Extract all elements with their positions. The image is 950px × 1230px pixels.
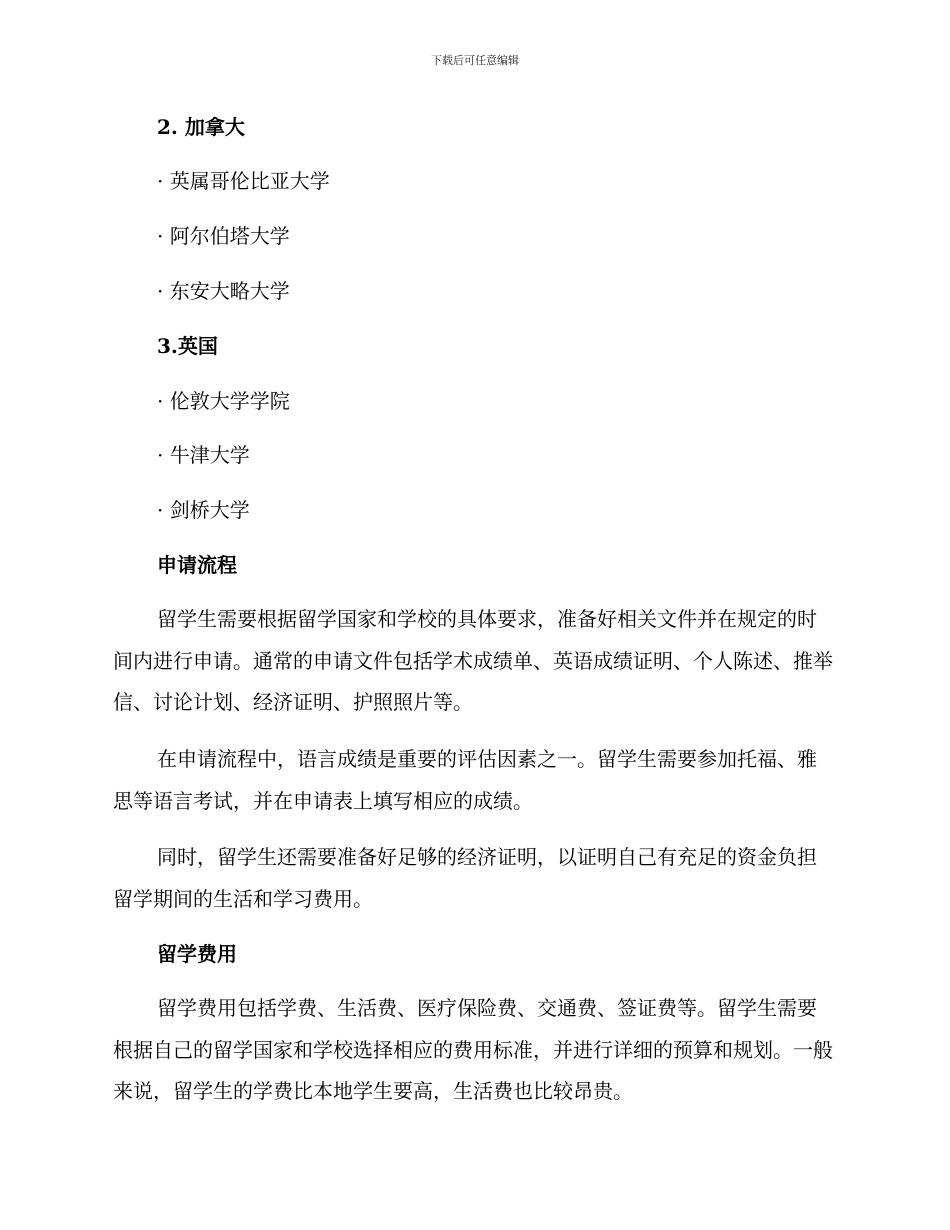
page-header-note: 下载后可任意编辑 [431, 54, 519, 67]
list-item-alberta: · 阿尔伯塔大学 [157, 224, 290, 248]
list-item-cambridge: · 剑桥大学 [157, 498, 250, 522]
section-heading-canada: 2. 加拿大 [157, 115, 245, 139]
paragraph-application-documents: 留学生需要根据留学国家和学校的具体要求，准备好相关文件并在规定的时间内进行申请。通常的申请文件包括学术成绩单、英语成绩证明、个人陈述、推举信、讨论计划、经济证明、护照照片等。 [113, 607, 833, 714]
list-item-eastern-ontario: · 东安大略大学 [157, 279, 290, 303]
section-heading-uk: 3.英国 [157, 334, 218, 358]
paragraph-financial-proof: 同时，留学生还需要准备好足够的经济证明，以证明自己有充足的资金负担留学期间的生活和学习费用。 [113, 845, 817, 911]
section-heading-application-process: 申请流程 [157, 553, 237, 577]
list-item-ubc: · 英属哥伦比亚大学 [157, 169, 330, 193]
list-item-ucl: · 伦敦大学学院 [157, 389, 290, 413]
paragraph-language-scores: 在申请流程中，语言成绩是重要的评估因素之一。留学生需要参加托福、雅思等语言考试，并在申请表上填写相应的成绩。 [113, 747, 817, 813]
paragraph-study-costs: 留学费用包括学费、生活费、医疗保险费、交通费、签证费等。留学生需要根据自己的留学国家和学校选择相应的费用标准，并进行详细的预算和规划。一般来说，留学生的学费比本地学生要高，生活费也比较昂贵。 [113, 996, 833, 1103]
list-item-oxford: · 牛津大学 [157, 443, 250, 467]
section-heading-study-costs: 留学费用 [157, 942, 237, 966]
